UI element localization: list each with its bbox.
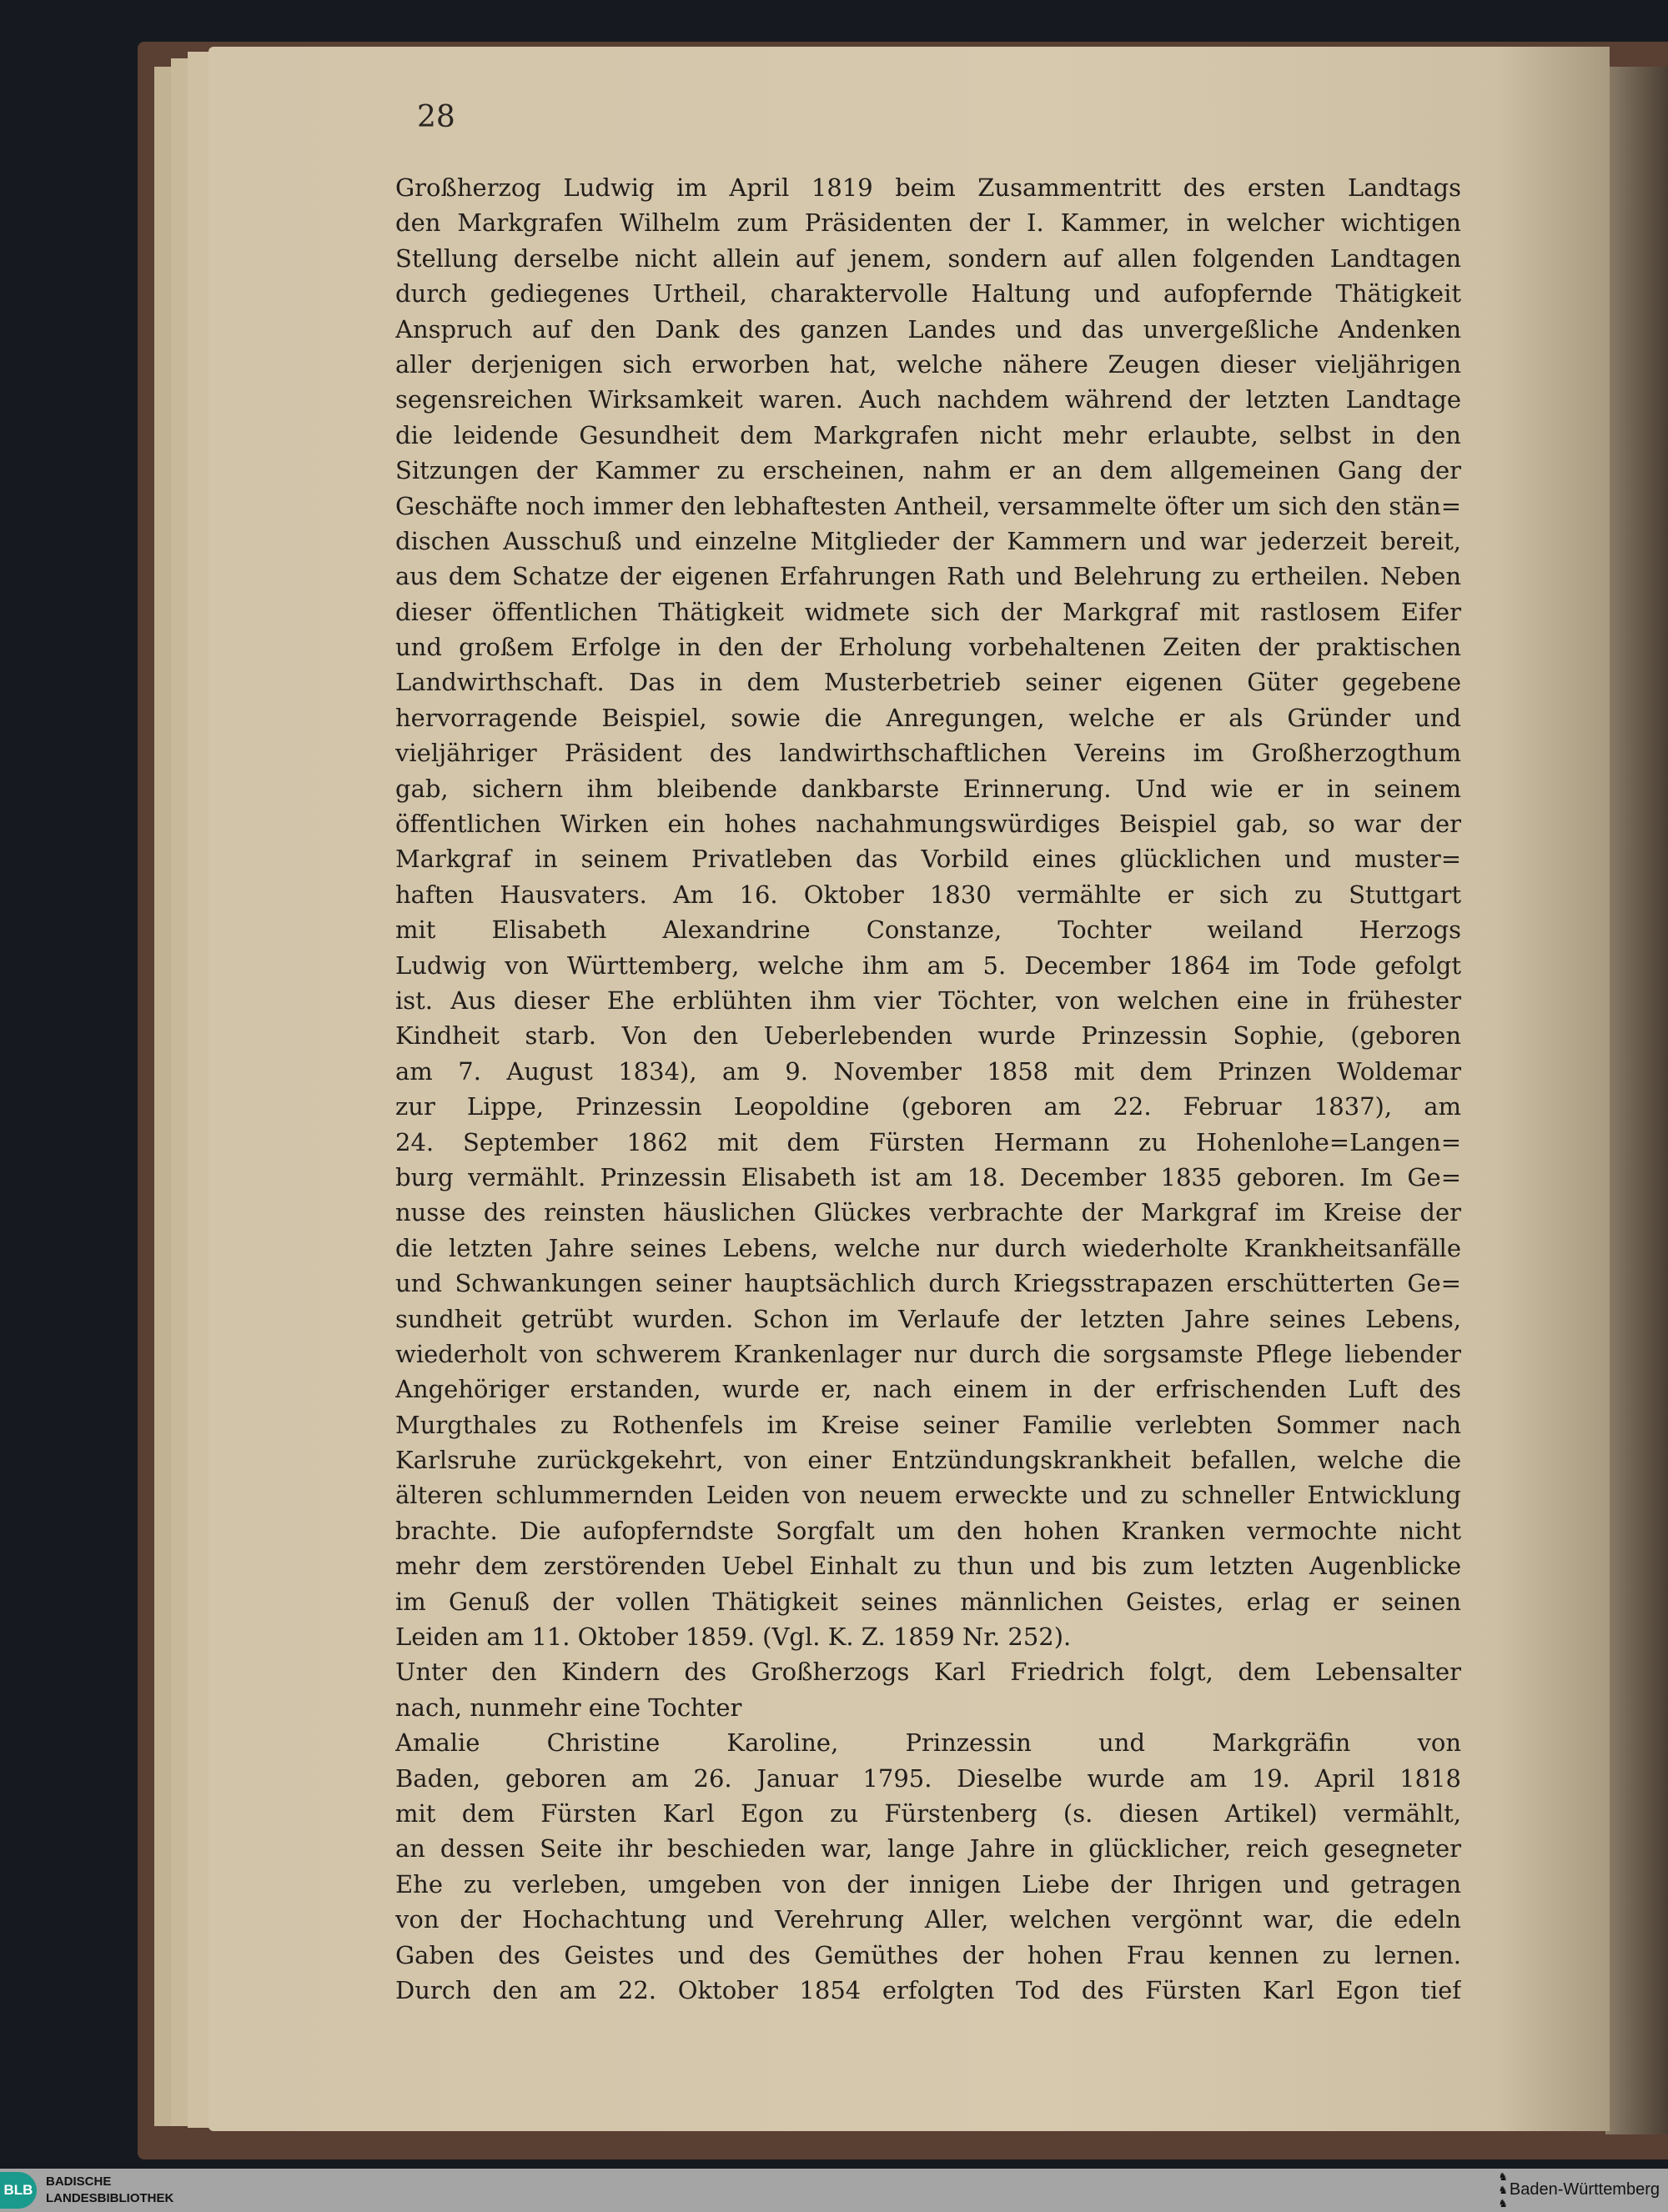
text-line: haften Hausvaters. Am 16. Oktober 1830 vermählte er sich zu Stuttgart — [395, 880, 1461, 909]
text-line: wiederholt von schwerem Krankenlager nur durch die sorgsamste Pflege liebender — [395, 1339, 1461, 1368]
text-line: im Genuß der vollen Thätigkeit seines männlichen Geistes, erlag er seinen — [395, 1587, 1461, 1616]
text-line: Leiden am 11. Oktober 1859. (Vgl. K. Z. 1859 Nr. 252). — [395, 1623, 1072, 1652]
text-line: Gaben des Geistes und des Gemüthes der hohen Frau kennen zu lernen. — [395, 1940, 1461, 1969]
text-line: dieser öffentlichen Thätigkeit widmete sich der Markgraf mit rastlosem Eifer — [395, 597, 1461, 626]
text-line: Murgthales zu Rothenfels im Kreise seiner Familie verlebten Sommer nach — [395, 1410, 1461, 1439]
text-line: dischen Ausschuß und einzelne Mitglieder der Kammern und war jederzeit bereit, — [395, 526, 1461, 555]
text-line: gab, sichern ihm bleibende dankbarste Erinnerung. Und wie er in seinem — [395, 774, 1461, 803]
text-line: von der Hochachtung und Verehrung Aller, welchen vergönnt war, die edeln — [395, 1905, 1461, 1934]
text-line: nach, nunmehr eine Tochter — [395, 1693, 742, 1722]
library-name-line1: BADISCHE — [46, 2174, 112, 2189]
text-line: Durch den am 22. Oktober 1854 erfolgten Tod des Fürsten Karl Egon tief — [395, 1975, 1461, 2004]
page-number: 28 — [417, 100, 455, 134]
text-line: Unter den Kindern des Großherzogs Karl Friedrich folgt, dem Lebensalter — [395, 1658, 1461, 1687]
text-line: an dessen Seite ihr beschieden war, lange Jahre in glücklicher, reich gesegneter — [395, 1834, 1461, 1863]
text-line: 24. September 1862 mit dem Fürsten Hermann zu Hohenlohe=Langen= — [395, 1127, 1461, 1156]
text-line: die letzten Jahre seines Lebens, welche nur durch wiederholte Krankheitsanfälle — [395, 1233, 1461, 1262]
blb-logo[interactable]: BLB — [0, 2172, 37, 2209]
text-line: Markgraf in seinem Privatleben das Vorbild eines glücklichen und muster= — [395, 845, 1461, 874]
text-line: mit Elisabeth Alexandrine Constanze, Tochter weiland Herzogs — [395, 915, 1461, 945]
text-line: mehr dem zerstörenden Uebel Einhalt zu thun und bis zum letzten Augenblicke — [395, 1552, 1461, 1581]
text-line: brachte. Die aufopferndste Sorgfalt um den hohen Kranken vermochte nicht — [395, 1516, 1461, 1545]
text-line: älteren schlummernden Leiden von neuem erweckte und zu schneller Entwicklung — [395, 1481, 1461, 1510]
text-line: Großherzog Ludwig im April 1819 beim Zusammentritt des ersten Landtags — [395, 173, 1461, 202]
text-line: am 7. August 1834), am 9. November 1858 mit dem Prinzen Woldemar — [395, 1056, 1461, 1086]
text-line: und großem Erfolge in den der Erholung vorbehaltenen Zeiten der praktischen — [395, 633, 1461, 662]
text-line: Amalie Christine Karoline, Prinzessin und Markgräfin von — [395, 1728, 1461, 1758]
text-line: Landwirthschaft. Das in dem Musterbetrieb seiner eigenen Güter gegebene — [395, 668, 1461, 697]
text-line: Sitzungen der Kammer zu erscheinen, nahm er an dem allgemeinen Gang der — [395, 456, 1461, 485]
text-line: öffentlichen Wirken ein hohes nachahmungswürdiges Beispiel gab, so war der — [395, 810, 1461, 839]
text-line: Ludwig von Württemberg, welche ihm am 5. December 1864 im Tode gefolgt — [395, 951, 1461, 980]
text-line: den Markgrafen Wilhelm zum Präsidenten der I. Kammer, in welcher wichtigen — [395, 208, 1461, 238]
text-line: Baden, geboren am 26. Januar 1795. Dieselbe wurde am 19. April 1818 — [395, 1763, 1461, 1793]
library-name-line2: LANDESBIBLIOTHEK — [46, 2191, 174, 2205]
page-text — [395, 170, 1461, 2008]
text-line: aller derjenigen sich erworben hat, welche nähere Zeugen dieser vieljährigen — [395, 349, 1461, 379]
text-line: hervorragende Beispiel, sowie die Anregungen, welche er als Gründer und — [395, 703, 1461, 732]
state-label[interactable]: Baden-Württemberg — [1509, 2180, 1660, 2199]
text-line: segensreichen Wirksamkeit waren. Auch nachdem während der letzten Landtage — [395, 385, 1461, 414]
text-line: Anspruch auf den Dank des ganzen Landes und das unvergeßliche Andenken — [395, 314, 1461, 344]
text-line: Angehöriger erstanden, wurde er, nach einem in der erfrischenden Luft des — [395, 1375, 1461, 1404]
text-line: ist. Aus dieser Ehe erblühten ihm vier Töchter, von welchen eine in frühester — [395, 986, 1461, 1015]
text-line: durch gediegenes Urtheil, charaktervolle Haltung und aufopfernde Thätigkeit — [395, 279, 1461, 308]
text-line: nusse des reinsten häuslichen Glückes verbrachte der Markgraf im Kreise der — [395, 1198, 1461, 1227]
text-line: burg vermählt. Prinzessin Elisabeth ist am 18. December 1835 geboren. Im Ge= — [395, 1162, 1461, 1191]
text-line: sundheit getrübt wurden. Schon im Verlaufe der letzten Jahre seines Lebens, — [395, 1304, 1461, 1333]
text-line: zur Lippe, Prinzessin Leopoldine (geboren am 22. Februar 1837), am — [395, 1092, 1461, 1121]
text-line: mit dem Fürsten Karl Egon zu Fürstenberg (s. diesen Artikel) vermählt, — [395, 1798, 1461, 1828]
text-line: Ehe zu verleben, umgeben von der innigen Liebe der Ihrigen und getragen — [395, 1869, 1461, 1899]
text-line: Karlsruhe zurückgekehrt, von einer Entzündungskrankheit befallen, welche die — [395, 1446, 1461, 1475]
footer-bar — [0, 2169, 1668, 2212]
text-line: Geschäfte noch immer den lebhaftesten Antheil, versammelte öfter um sich den stän= — [395, 491, 1461, 520]
text-line: Kindheit starb. Von den Ueberlebenden wurde Prinzessin Sophie, (geboren — [395, 1021, 1461, 1051]
text-line: vieljähriger Präsident des landwirthschaftlichen Vereins im Großherzogthum — [395, 739, 1461, 768]
text-line: Stellung derselbe nicht allein auf jenem, sondern auf allen folgenden Landtagen — [395, 243, 1461, 273]
text-line: und Schwankungen seiner hauptsächlich durch Kriegsstrapazen erschütterten Ge= — [395, 1269, 1461, 1298]
library-name — [46, 2174, 173, 2207]
lion-crest-icon: ♞ ♞ ♞ — [1498, 2170, 1508, 2209]
text-line: aus dem Schatze der eigenen Erfahrungen Rath und Belehrung zu ertheilen. Neben — [395, 562, 1461, 591]
text-line: die leidende Gesundheit dem Markgrafen nicht mehr erlaubte, selbst in den — [395, 420, 1461, 449]
book-gutter — [1605, 67, 1668, 2134]
